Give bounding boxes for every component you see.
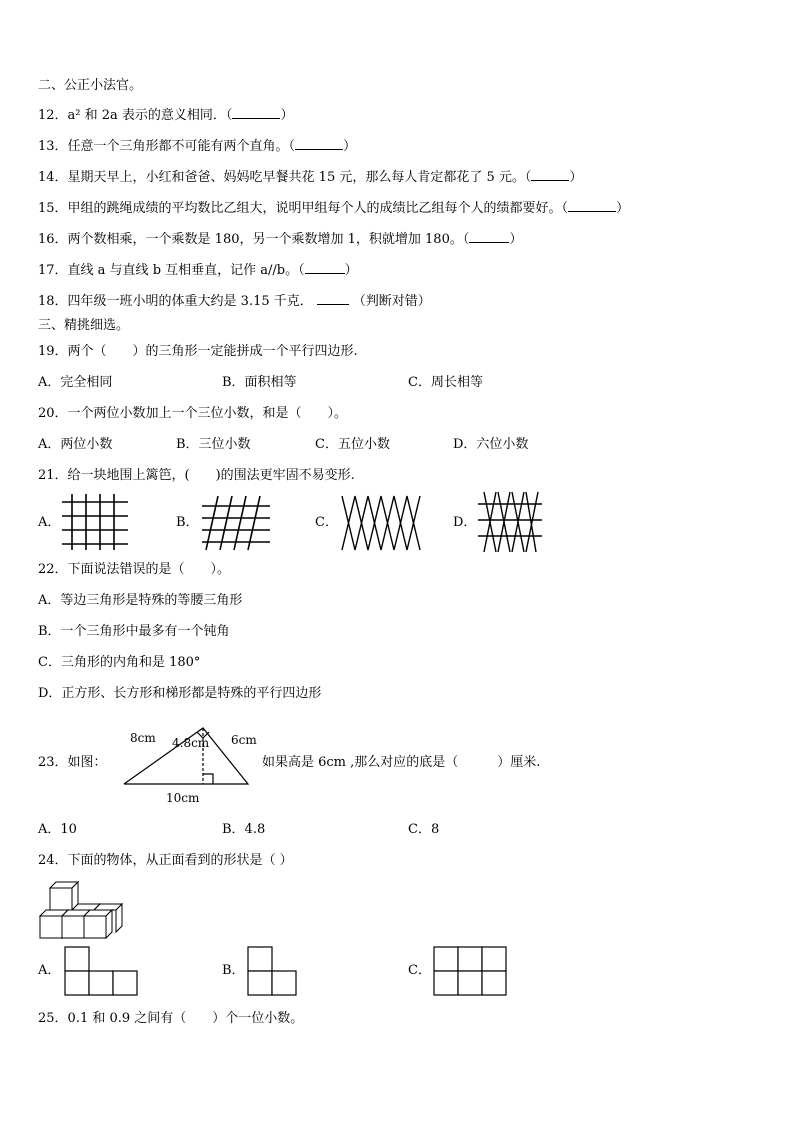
q13-text: 任意一个三角形都不可能有两个直角。（ xyxy=(67,139,296,154)
section-2-title: 二、公正小法官。 xyxy=(38,78,143,93)
q17-text: 直线 a 与直线 b 互相垂直，记作 a//b。（ xyxy=(67,263,305,278)
q23-option-a[interactable]: A．10 xyxy=(38,822,77,837)
q15-answer-blank[interactable] xyxy=(568,199,616,212)
q14-answer-blank[interactable] xyxy=(531,168,569,181)
q20-option-b[interactable]: B．三位小数 xyxy=(176,437,251,452)
question-22: 22．下面说法错误的是（ ）。 xyxy=(38,562,231,577)
q20-option-c[interactable]: C．五位小数 xyxy=(315,437,390,452)
question-13 xyxy=(38,137,356,155)
q16-text: 两个数相乘，一个乘数是 180，另一个乘数增加 1，积就增加 180。（ xyxy=(67,232,470,247)
q18-judge-note: （判断对错） xyxy=(352,294,431,309)
q19-option-c[interactable]: C．周长相等 xyxy=(408,375,483,390)
question-19: 19．两个（ ）的三角形一定能拼成一个平行四边形. xyxy=(38,344,358,359)
q15-text: 甲组的跳绳成绩的平均数比乙组大，说明甲组每个人的成绩比乙组每个人的绩都要好。（ xyxy=(67,201,569,216)
q21-option-c[interactable]: C． xyxy=(315,515,338,530)
q13-close: ） xyxy=(343,139,357,154)
q21-grid-fence-figure xyxy=(62,494,128,550)
q12-answer-blank[interactable] xyxy=(232,106,280,119)
q24-option-c-view-figure xyxy=(433,946,507,996)
q21-slanted-grid-fence-figure xyxy=(202,496,270,550)
q18-text: 四年级一班小明的体重大约是 3.15 千克． xyxy=(67,294,313,309)
q15-close: ） xyxy=(616,201,630,216)
q24-option-c[interactable]: C． xyxy=(408,963,431,978)
question-16 xyxy=(38,230,522,248)
q19-option-a[interactable]: A．完全相同 xyxy=(38,375,113,390)
question-14 xyxy=(38,168,582,186)
q18-answer-blank[interactable] xyxy=(317,292,349,305)
q21-option-b[interactable]: B． xyxy=(176,515,199,530)
q15-number: 15． xyxy=(38,201,68,216)
q19-option-b[interactable]: B．面积相等 xyxy=(222,375,297,390)
question-20: 20．一个两位小数加上一个三位小数，和是（ ）。 xyxy=(38,406,348,421)
question-18 xyxy=(38,292,431,310)
question-24: 24．下面的物体，从正面看到的形状是（ ） xyxy=(38,853,293,868)
question-15 xyxy=(38,199,629,217)
q24-option-a[interactable]: A． xyxy=(38,963,61,978)
q12-text: a² 和 2a 表示的意义相同．（ xyxy=(67,108,233,123)
question-23-text: 如果高是 6cm ,那么对应的底是（ ）厘米. xyxy=(262,755,541,770)
q24-option-b-view-figure xyxy=(247,946,297,996)
section-3-title: 三、精挑细选。 xyxy=(38,318,130,333)
q16-answer-blank[interactable] xyxy=(469,230,509,243)
q23-base-label: 10cm xyxy=(166,791,200,805)
q13-number: 13． xyxy=(38,139,68,154)
q17-close: ） xyxy=(344,263,358,278)
q24-option-a-view-figure xyxy=(64,946,138,996)
q13-answer-blank[interactable] xyxy=(295,137,343,150)
q23-left-side-label: 8cm xyxy=(130,731,156,745)
q17-number: 17． xyxy=(38,263,68,278)
q21-triangular-lattice-fence-figure xyxy=(478,492,542,552)
q17-answer-blank[interactable] xyxy=(305,261,345,274)
q14-close: ） xyxy=(569,170,583,185)
question-21: 21．给一块地围上篱笆，( )的围法更牢固不易变形. xyxy=(38,468,355,483)
q22-option-b[interactable]: B．一个三角形中最多有一个钝角 xyxy=(38,624,230,639)
q22-option-a[interactable]: A．等边三角形是特殊的等腰三角形 xyxy=(38,593,243,608)
q23-option-c[interactable]: C．8 xyxy=(408,822,440,837)
q23-height-label: 4.8cm xyxy=(172,736,210,750)
q21-option-d[interactable]: D． xyxy=(453,515,477,530)
q20-option-d[interactable]: D．六位小数 xyxy=(453,437,529,452)
q24-option-b[interactable]: B． xyxy=(222,963,245,978)
q22-option-c[interactable]: C．三角形的内角和是 180° xyxy=(38,655,201,670)
q24-cube-stack-figure xyxy=(40,880,120,938)
q14-number: 14． xyxy=(38,170,68,185)
question-25: 25．0.1 和 0.9 之间有（ ）个一位小数。 xyxy=(38,1011,304,1026)
q22-option-d[interactable]: D．正方形、长方形和梯形都是特殊的平行四边形 xyxy=(38,686,322,701)
q16-number: 16． xyxy=(38,232,68,247)
q12-number: 12． xyxy=(38,108,68,123)
question-17 xyxy=(38,261,358,279)
question-23-prefix: 23．如图： xyxy=(38,755,107,770)
q12-close: ） xyxy=(280,108,294,123)
q23-option-b[interactable]: B．4.8 xyxy=(222,822,266,837)
q14-text: 星期天早上，小红和爸爸、妈妈吃早餐共花 15 元，那么每人肯定都花了 5 元。（ xyxy=(67,170,532,185)
q20-option-a[interactable]: A．两位小数 xyxy=(38,437,113,452)
q23-right-side-label: 6cm xyxy=(231,733,257,747)
q21-option-a[interactable]: A． xyxy=(38,515,61,530)
q16-close: ） xyxy=(509,232,523,247)
question-12 xyxy=(38,106,293,124)
q21-zigzag-fence-figure xyxy=(342,496,420,550)
q18-number: 18． xyxy=(38,294,68,309)
